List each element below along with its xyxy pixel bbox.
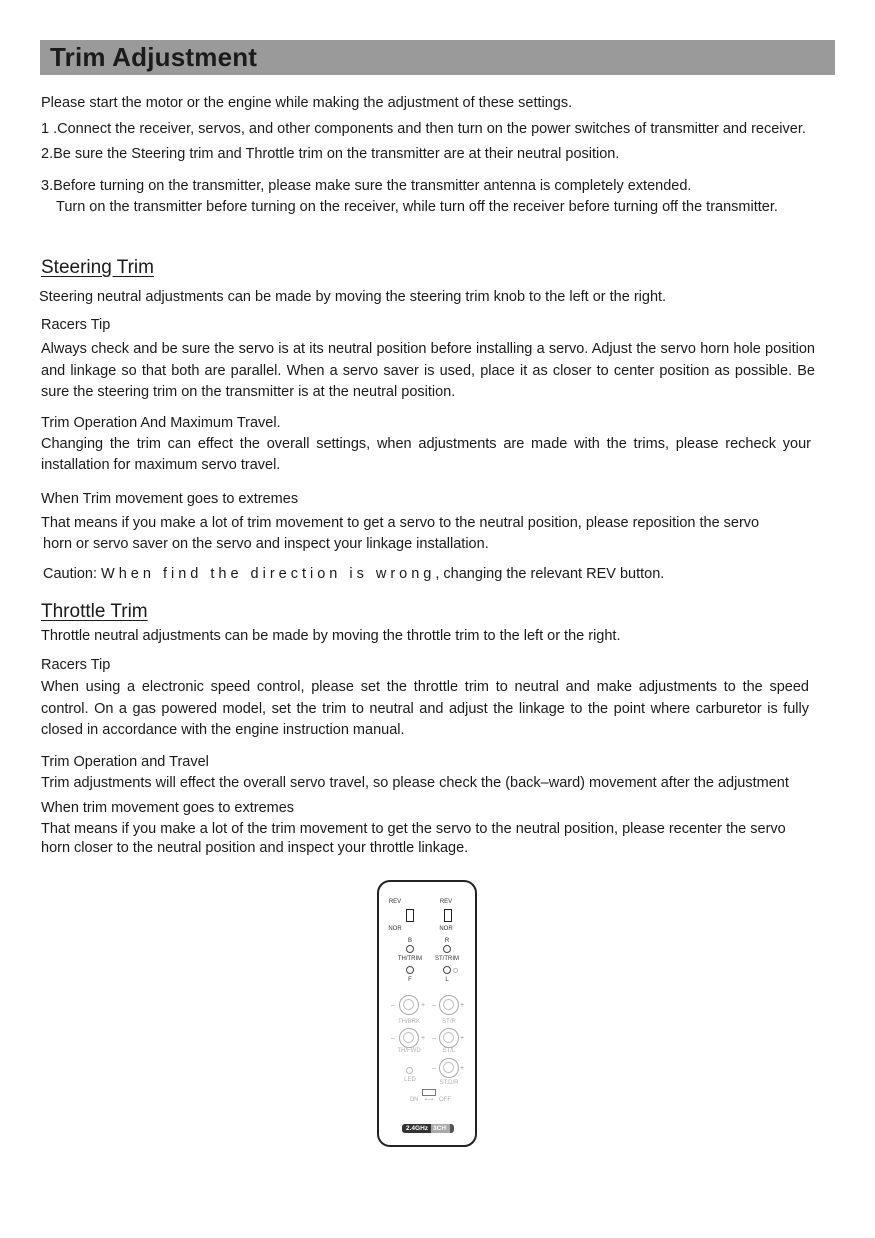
caution-rest-text: , changing the relevant REV button. bbox=[435, 566, 665, 582]
frequency-label: 2.4GHz bbox=[402, 1124, 431, 1133]
plus-icon: + bbox=[460, 1002, 465, 1009]
led-label: LED bbox=[404, 1077, 416, 1083]
rev-label-right: REV bbox=[439, 899, 453, 905]
rev-switch-left bbox=[406, 909, 414, 922]
nor-label-left: NOR bbox=[388, 926, 402, 932]
steering-trim-heading: Steering Trim bbox=[41, 257, 154, 278]
indicator-dot-icon bbox=[453, 968, 458, 973]
rev-switch-right bbox=[444, 909, 452, 922]
b-label: B bbox=[407, 938, 412, 944]
th-fwd-knob bbox=[399, 1028, 419, 1048]
caution-note bbox=[43, 565, 664, 583]
st-l-knob bbox=[439, 1028, 459, 1048]
plus-icon: + bbox=[460, 1065, 465, 1072]
l-label: L bbox=[445, 977, 449, 983]
steering-extremes-title: When Trim movement goes to extremes bbox=[41, 491, 299, 507]
steering-operation-title: Trim Operation And Maximum Travel. bbox=[41, 415, 281, 431]
st-r-label: ST/R bbox=[442, 1019, 456, 1025]
plus-icon: + bbox=[460, 1035, 465, 1042]
st-l-label: ST/L bbox=[442, 1048, 456, 1054]
steering-tip-body: Always check and be sure the servo is at its neutral position before installing a servo. Adjust the servo horn hole position and linkage so that both are parallel. When a servo saver is used, place it as closer to center position as possible. Be sure the steering trim on the transmitter is at the neutral position. bbox=[41, 341, 815, 400]
st-dr-label: ST.D/R bbox=[439, 1080, 459, 1086]
plus-icon: + bbox=[421, 1035, 426, 1042]
throttle-trim-heading: Throttle Trim bbox=[41, 601, 148, 622]
title-bar bbox=[40, 40, 835, 75]
throttle-description: Throttle neutral adjustments can be made by moving the throttle trim to the left or the right. bbox=[41, 628, 621, 644]
minus-icon: – bbox=[391, 1035, 395, 1042]
steering-extremes-body-1: That means if you make a lot of trim movement to get a servo to the neutral position, please reposition the servo bbox=[41, 515, 760, 531]
throttle-operation-title: Trim Operation and Travel bbox=[41, 754, 209, 770]
minus-icon: – bbox=[432, 1002, 436, 1009]
intro-step-1: 1 .Connect the receiver, servos, and other components and then turn on the power switches of transmitter and receiver. bbox=[41, 121, 806, 137]
th-brk-label: TH/BRK bbox=[397, 1019, 420, 1025]
throttle-tip-body: When using a electronic speed control, please set the throttle trim to neutral and make adjustments to the speed control. On a gas powered model, set the trim to neutral and adjust the linkage to the point where carburetor is fully closed in accordance with the engine instruction manual. bbox=[41, 679, 809, 738]
throttle-extremes-body-1: That means if you make a lot of the trim movement to get the servo to the neutral position, please recenter the servo bbox=[41, 821, 786, 837]
caution-label: Caution: bbox=[43, 566, 98, 582]
off-label: OFF bbox=[439, 1097, 451, 1103]
page-title: Trim Adjustment bbox=[50, 42, 258, 72]
on-label: ON bbox=[409, 1097, 419, 1103]
throttle-operation-body: Trim adjustments will effect the overall servo travel, so please check the (back–ward) movement after the adjustment bbox=[41, 775, 789, 791]
th-trim-button-f bbox=[406, 966, 414, 974]
minus-icon: – bbox=[391, 1002, 395, 1009]
steering-extremes-body-2: horn or servo saver on the servo and inspect your linkage installation. bbox=[43, 536, 489, 552]
intro-step-2: 2.Be sure the Steering trim and Throttle trim on the transmitter are at their neutral position. bbox=[41, 146, 620, 162]
th-trim-button-b bbox=[406, 945, 414, 953]
st-trim-button-r bbox=[443, 945, 451, 953]
st-dr-knob bbox=[439, 1058, 459, 1078]
st-r-knob bbox=[439, 995, 459, 1015]
st-trim-label: ST/TRIM bbox=[435, 956, 459, 962]
channel-label: 3CH bbox=[431, 1124, 450, 1133]
throttle-extremes-body-2: horn closer to the neutral position and inspect your throttle linkage. bbox=[41, 840, 469, 856]
intro-step-3-detail: Turn on the transmitter before turning on the receiver, while turn off the receiver before turning off the transmitter. bbox=[56, 199, 778, 215]
minus-icon: – bbox=[432, 1035, 436, 1042]
transmitter-illustration bbox=[377, 880, 477, 1147]
th-brk-knob bbox=[399, 995, 419, 1015]
intro-step-3: 3.Before turning on the transmitter, please make sure the transmitter antenna is completely extended. bbox=[41, 178, 692, 194]
power-switch bbox=[422, 1089, 436, 1096]
steering-operation-body: Changing the trim can effect the overall settings, when adjustments are made with the trims, please recheck your installation for maximum servo travel. bbox=[41, 436, 811, 473]
th-trim-label: TH/TRIM bbox=[397, 956, 423, 962]
nor-label-right: NOR bbox=[439, 926, 453, 932]
frequency-badge bbox=[402, 1124, 454, 1133]
steering-description: Steering neutral adjustments can be made by moving the steering trim knob to the left or the right. bbox=[39, 289, 667, 305]
throttle-tip-title: Racers Tip bbox=[41, 657, 111, 673]
led-icon bbox=[406, 1067, 413, 1074]
caution-spaced-text: When find the direction is wrong bbox=[101, 566, 436, 582]
steering-tip-title: Racers Tip bbox=[41, 317, 111, 333]
double-arrow-icon: ⟷ bbox=[424, 1097, 434, 1103]
r-label: R bbox=[444, 938, 450, 944]
intro-line: Please start the motor or the engine while making the adjustment of these settings. bbox=[41, 95, 573, 111]
plus-icon: + bbox=[421, 1002, 426, 1009]
rev-label-left: REV bbox=[388, 899, 402, 905]
f-label: F bbox=[408, 977, 412, 983]
th-fwd-label: TH/FWD bbox=[397, 1048, 421, 1054]
st-trim-button-l bbox=[443, 966, 451, 974]
minus-icon: – bbox=[432, 1065, 436, 1072]
throttle-extremes-title: When trim movement goes to extremes bbox=[41, 800, 295, 816]
